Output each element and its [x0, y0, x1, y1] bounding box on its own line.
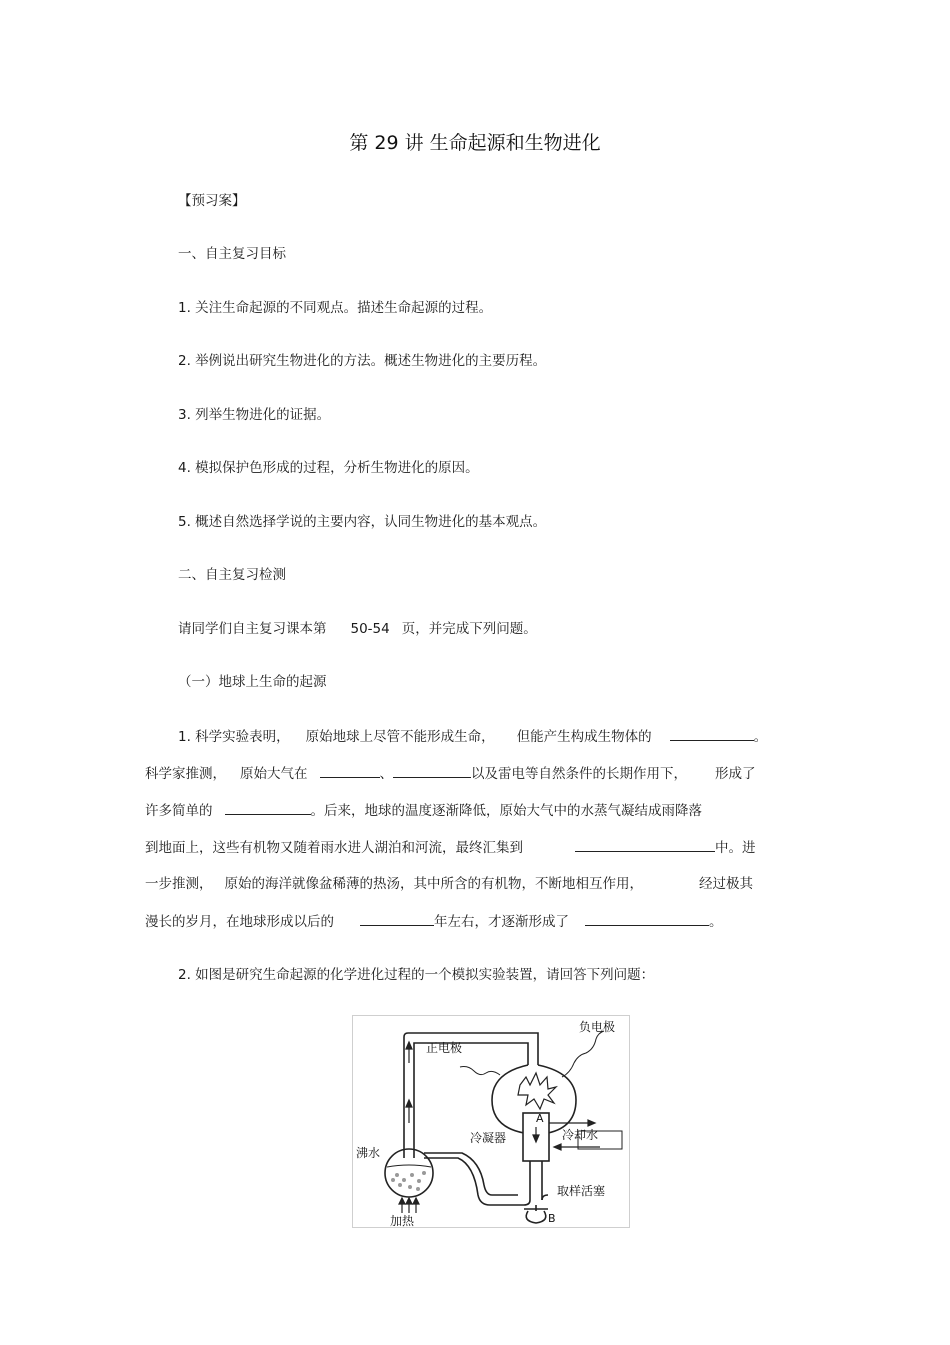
- q1-text: 原始地球上尽管不能形成生命，: [305, 729, 495, 745]
- heading-objectives: 一、自主复习目标: [178, 246, 286, 262]
- section-tag: 【预习案】: [178, 193, 246, 209]
- q1-text: 以及雷电等自然条件的长期作用下，: [471, 766, 687, 782]
- objective-4: 4. 模拟保护色形成的过程，分析生物进化的原因。: [178, 460, 479, 476]
- heading-self-check: 二、自主复习检测: [178, 567, 286, 583]
- page-title: 第 29 讲 生命起源和生物进化: [349, 132, 601, 154]
- label-boiling-water: 沸水: [356, 1146, 381, 1160]
- label-flask-a: A: [536, 1112, 544, 1125]
- q1-text: 原始的海洋就像盆稀薄的热汤，其中所含的有机物，不断地相互作用，: [224, 876, 643, 892]
- q1-text: 漫长的岁月，在地球形成以后的: [145, 914, 334, 930]
- q1-text: 。: [753, 729, 768, 745]
- objective-3: 3. 列举生物进化的证据。: [178, 407, 331, 423]
- q1-line-6: [145, 911, 723, 932]
- label-positive-electrode: 正电极: [426, 1041, 463, 1055]
- objective-1: 1. 关注生命起源的不同观点。描述生命起源的过程。: [178, 300, 493, 316]
- answer-blank[interactable]: [670, 726, 754, 741]
- q1-line-3: [145, 800, 702, 821]
- instruction-pages: 50-54: [350, 621, 390, 637]
- label-cooling-water: 冷却水: [562, 1128, 599, 1142]
- objective-2: 2. 举例说出研究生物进化的方法。概述生物进化的主要历程。: [178, 353, 547, 369]
- objective-5: 5. 概述自然选择学说的主要内容，认同生物进化的基本观点。: [178, 514, 547, 530]
- q1-line-2: [145, 763, 756, 784]
- label-condenser: 冷凝器: [470, 1131, 507, 1145]
- q1-text: 一步推测，: [145, 876, 213, 892]
- q1-text: 许多简单的: [145, 803, 213, 819]
- q1-text: 经过极其: [699, 876, 753, 892]
- experiment-apparatus-figure: [352, 1015, 630, 1228]
- answer-blank[interactable]: [320, 763, 380, 778]
- instruction-part2: 页，并完成下列问题。: [401, 621, 537, 637]
- answer-blank[interactable]: [585, 911, 709, 926]
- q1-text: 中。进: [715, 840, 756, 856]
- q1-text: 原始大气在: [240, 766, 308, 782]
- q1-text: 但能产生构成生物体的: [516, 729, 652, 745]
- label-sampling-valve: 取样活塞: [557, 1184, 606, 1198]
- q1-text: 。: [709, 914, 723, 930]
- instruction-part1: 请同学们自主复习课本第: [178, 621, 327, 637]
- label-flask-b: B: [548, 1212, 556, 1225]
- q1-text: 、: [379, 766, 393, 782]
- q1-text: 形成了: [715, 766, 756, 782]
- q2-text: 2. 如图是研究生命起源的化学进化过程的一个模拟实验装置，请回答下列问题：: [178, 967, 655, 983]
- q1-line-4: [145, 837, 756, 858]
- label-heating: 加热: [390, 1214, 415, 1228]
- q1-line-1: [178, 726, 767, 747]
- q1-text: 年左右，才逐渐形成了: [434, 914, 569, 930]
- answer-blank[interactable]: [393, 763, 471, 778]
- subheading-origin: （一）地球上生命的起源: [178, 674, 327, 690]
- q1-text: 。后来，地球的温度逐渐降低，原始大气中的水蒸气凝结成雨降落: [310, 803, 702, 819]
- answer-blank[interactable]: [225, 800, 311, 815]
- q1-line-5: [145, 874, 753, 894]
- answer-blank[interactable]: [360, 911, 434, 926]
- q1-text: 到地面上，这些有机物又随着雨水进人湖泊和河流，最终汇集到: [145, 840, 523, 856]
- answer-blank[interactable]: [575, 837, 715, 852]
- q1-text: 1. 科学实验表明，: [178, 729, 290, 745]
- instruction-line: [178, 619, 537, 639]
- label-negative-electrode: 负电极: [579, 1020, 616, 1034]
- q1-text: 科学家推测，: [145, 766, 226, 782]
